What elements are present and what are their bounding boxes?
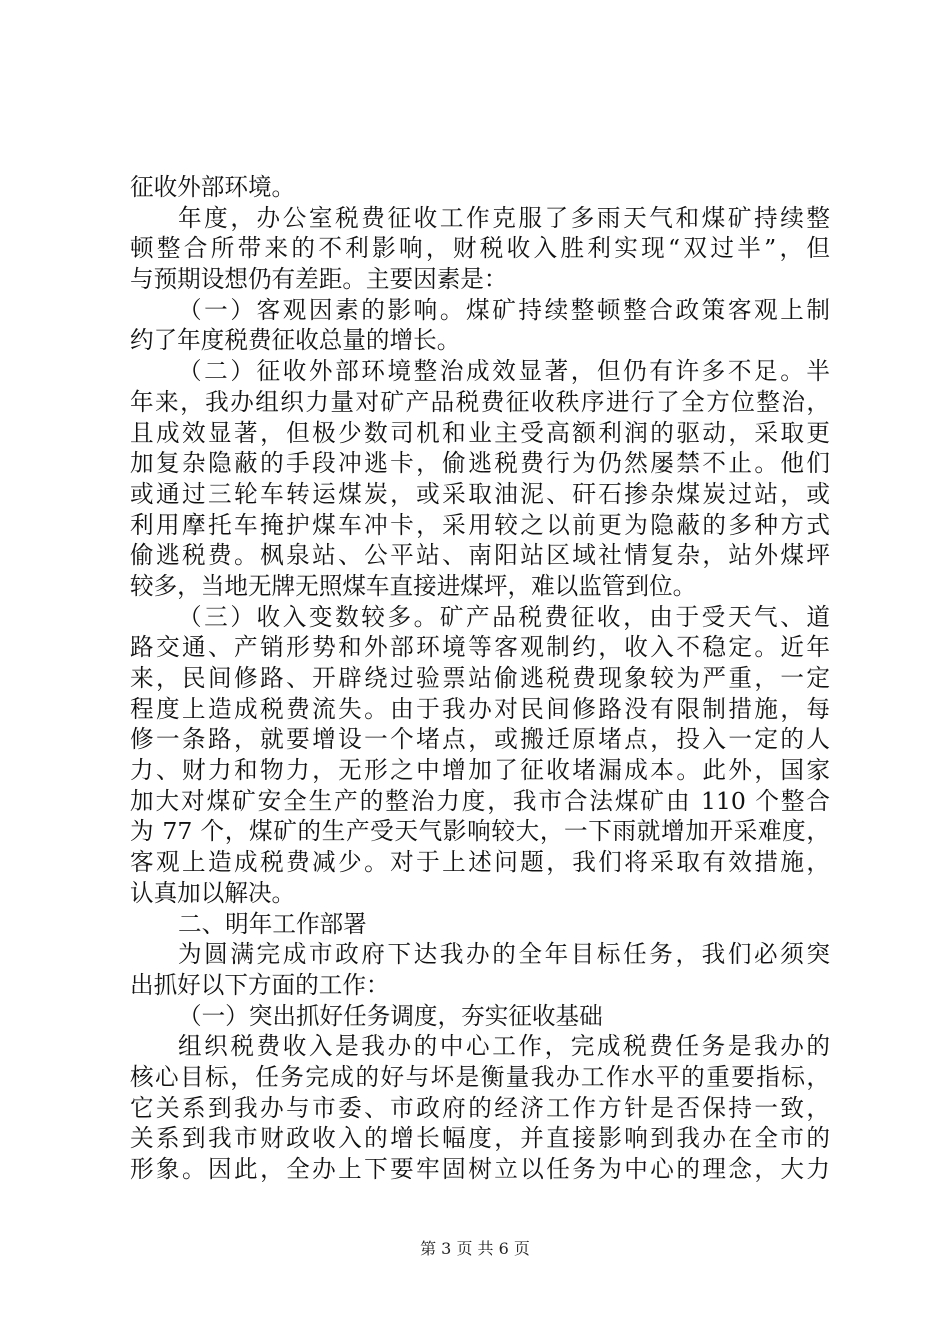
document-line: 年度，办公室税费征收工作克服了多雨天气和煤矿持续整 — [178, 203, 830, 232]
document-line: 征收外部环境。 — [130, 173, 296, 201]
document-line: 利用摩托车掩护煤车冲卡，采用较之以前更为隐蔽的多种方式 — [130, 510, 830, 539]
document-line: 客观上造成税费减少。对于上述问题，我们将采取有效措施， — [130, 848, 830, 877]
document-line: 程度上造成税费流失。由于我办对民间修路没有限制措施，每 — [130, 694, 830, 723]
document-line: 为圆满完成市政府下达我办的全年目标任务，我们必须突 — [178, 940, 830, 969]
document-line: 认真加以解决。 — [130, 878, 296, 907]
document-line: 与预期设想仍有差距。主要因素是： — [130, 265, 508, 294]
document-line: 形象。因此，全办上下要牢固树立以任务为中心的理念，大力 — [130, 1155, 830, 1183]
document-line: 顿整合所带来的不利影响，财税收入胜利实现“双过半”，但 — [130, 234, 830, 263]
document-line: 为 77 个，煤矿的生产受天气影响较大，一下雨就增加开采难度， — [130, 817, 830, 846]
document-line: （二）征收外部环境整治成效显著，但仍有许多不足。半 — [178, 357, 830, 386]
document-line: 核心目标，任务完成的好与坏是衡量我办工作水平的重要指标， — [130, 1062, 830, 1091]
document-body — [130, 172, 830, 1185]
document-line: （一）客观因素的影响。煤矿持续整顿整合政策客观上制 — [178, 295, 830, 324]
document-line: 来，民间修路、开辟绕过验票站偷逃税费现象较为严重，一定 — [130, 664, 830, 692]
document-line: 二、明年工作部署 — [178, 909, 367, 938]
document-line: 或通过三轮车转运煤炭，或采取油泥、矸石掺杂煤炭过站，或 — [130, 479, 830, 508]
document-line: 加大对煤矿安全生产的整治力度，我市合法煤矿由 110 个整合 — [130, 786, 830, 815]
document-line: 约了年度税费征收总量的增长。 — [130, 326, 461, 355]
document-line: 路交通、产销形势和外部环境等客观制约，收入不稳定。近年 — [130, 633, 830, 662]
document-line: 年来，我办组织力量对矿产品税费征收秩序进行了全方位整治， — [130, 387, 830, 416]
document-line: 修一条路，就要增设一个堵点，或搬迁原堵点，投入一定的人 — [130, 725, 830, 754]
document-line: 较多，当地无牌无照煤车直接进煤坪，难以监管到位。 — [130, 571, 697, 600]
document-line: （一）突出抓好任务调度，夯实征收基础 — [178, 1001, 603, 1030]
document-line: 偷逃税费。枫泉站、公平站、南阳站区域社情复杂，站外煤坪 — [130, 541, 830, 570]
document-line: （三）收入变数较多。矿产品税费征收，由于受天气、道 — [178, 602, 830, 631]
page-footer: 第 3 页 共 6 页 — [420, 1239, 530, 1258]
document-line: 它关系到我办与市委、市政府的经济工作方针是否保持一致， — [130, 1093, 830, 1122]
document-line: 关系到我市财政收入的增长幅度，并直接影响到我办在全市的 — [130, 1124, 830, 1153]
document-line: 加复杂隐蔽的手段冲逃卡，偷逃税费行为仍然屡禁不止。他们 — [130, 449, 830, 478]
document-line: 且成效显著，但极少数司机和业主受高额利润的驱动，采取更 — [130, 418, 830, 447]
document-line: 组织税费收入是我办的中心工作，完成税费任务是我办的 — [178, 1032, 830, 1061]
document-line: 力、财力和物力，无形之中增加了征收堵漏成本。此外，国家 — [130, 756, 830, 785]
document-line: 出抓好以下方面的工作： — [130, 970, 390, 999]
